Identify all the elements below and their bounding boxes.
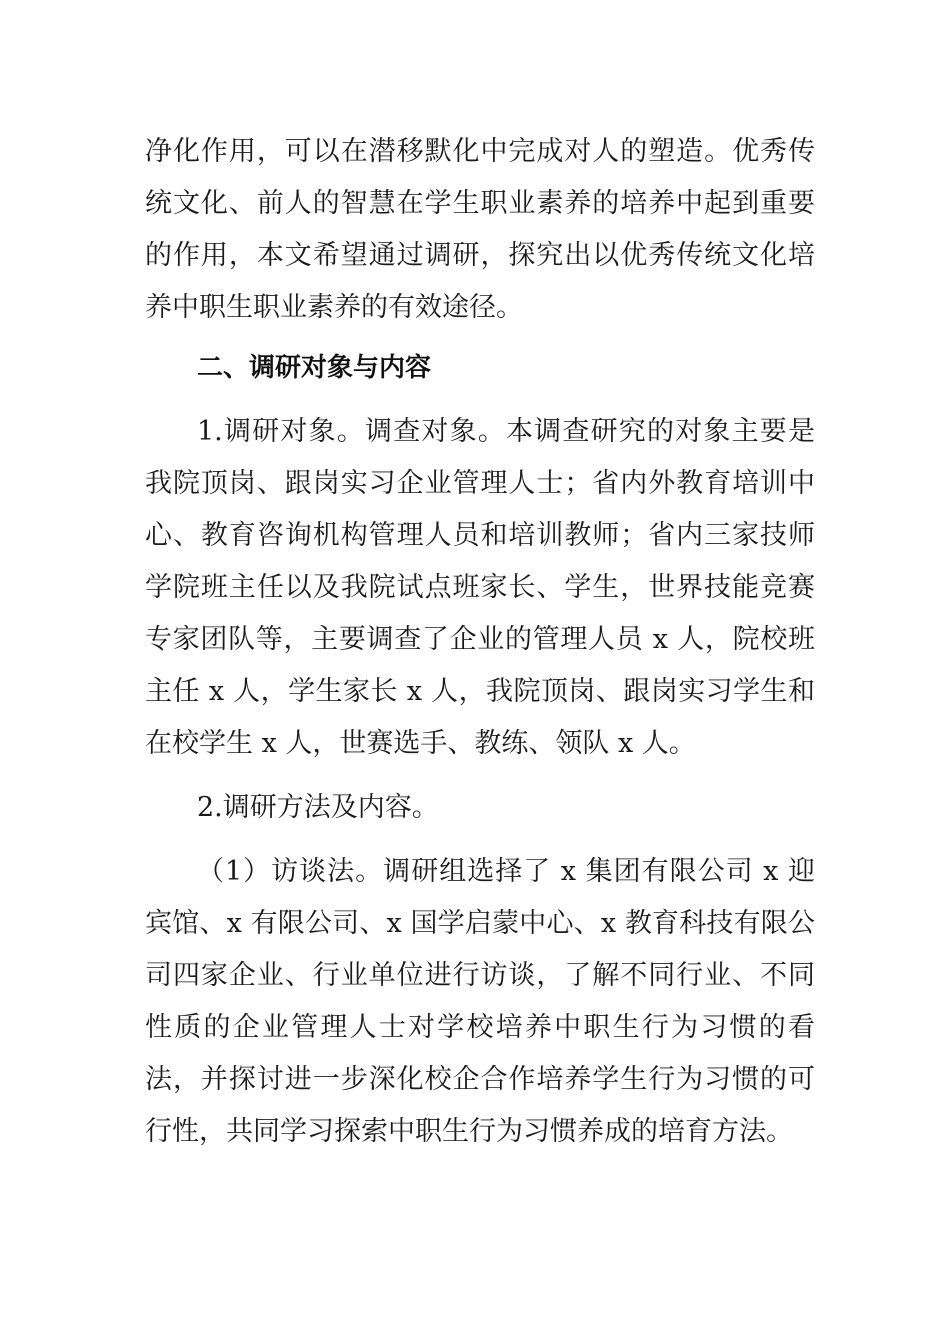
paragraph-research-methods-heading: 2.调研方法及内容。 xyxy=(197,792,439,823)
document-body xyxy=(145,126,815,1158)
paragraph-interview-method: （1）访谈法。调研组选择了 x 集团有限公司 x 迎宾馆、x 有限公司、x 国学启蒙中心、x 教育科技有限公司四家企业、行业单位进行访谈，了解不同行业、不同性质的企业管理人士对学校培养中职生行为习惯的看法，并探讨进一步深化校企合作培养学生行为习惯的可行性，共同学习探索中职生行为习惯养成的培育方法。 xyxy=(145,856,815,1147)
paragraph-research-subjects: 1.调研对象。调查对象。本调查研究的对象主要是我院顶岗、跟岗实习企业管理人士；省内外教育培训中心、教育咨询机构管理人员和培训教师；省内三家技师学院班主任以及我院试点班家长、学生，世界技能竞赛专家团队等，主要调查了企业的管理人员 x 人，院校班主任 x 人，学生家长 x 人，我院顶岗、跟岗实习学生和在校学生 x 人，世赛选手、教练、领队 x 人。 xyxy=(145,416,815,759)
paragraph-intro-continuation: 净化作用，可以在潜移默化中完成对人的塑造。优秀传统文化、前人的智慧在学生职业素养的培养中起到重要的作用，本文希望通过调研，探究出以优秀传统文化培养中职生职业素养的有效途径。 xyxy=(145,136,815,323)
section-heading: 二、调研对象与内容 xyxy=(197,353,432,383)
